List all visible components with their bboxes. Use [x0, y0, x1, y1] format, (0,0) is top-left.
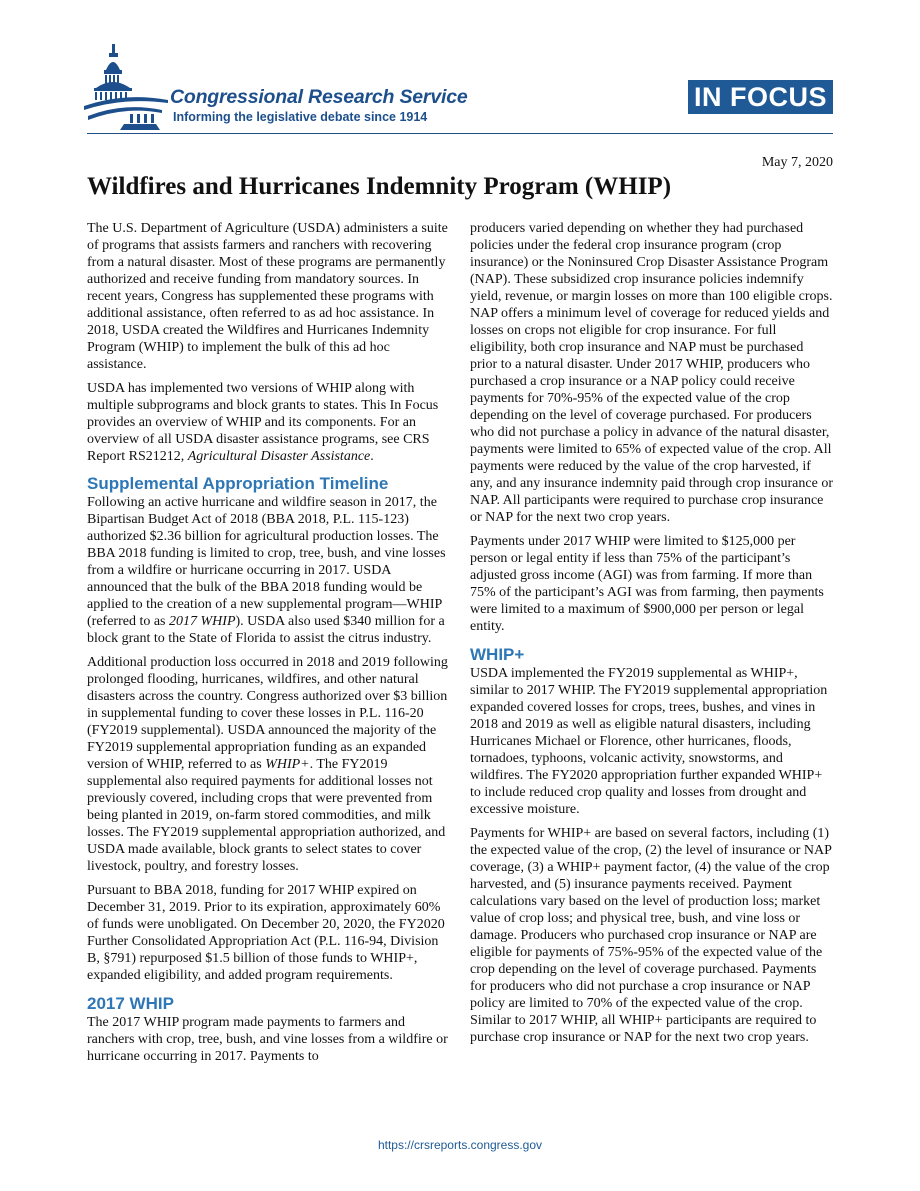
right-column [470, 220, 834, 1053]
paragraph: The U.S. Department of Agriculture (USDA) administers a suite of programs that assists farmers and ranchers with recovering from a natural disaster. Most of these programs are permanently authorized and receive funding from mandatory sources. In recent years, Congress has supplemented these programs with additional assistance, often referred to as ad hoc assistance. In 2018, USDA created the Wildfires and Hurricanes Indemnity Program (WHIP) to implement the bulk of this ad hoc assistance. [87, 221, 448, 372]
org-tagline: Informing the legislative debate since 1914 [173, 110, 428, 124]
paragraph: Following an active hurricane and wildfire season in 2017, the Bipartisan Budget Act of 2018 (BBA 2018, P.L. 115-123) authorized $2.36 billion for agricultural production losses. The BBA 2018 funding is limited to crop, tree, bush, and vine losses from a wildfire or hurricane occurring in 2017. USDA announced that the bulk of the BBA 2018 funding would be applied to the creation of a new supplemental program—WHIP (referred to as 2017 WHIP). USDA also used $340 million for a block grant to the State of Florida to assist the citrus industry. [87, 495, 446, 646]
footer-url-link[interactable]: https://crsreports.congress.gov [377, 1138, 543, 1152]
paragraph: Payments under 2017 WHIP were limited to $125,000 per person or legal entity if less than 75% of the participant’s adjusted gross income (AGI) was from farming. If more than 75% of the participant’s AGI was from farming, then payments were limited to a maximum of $900,000 per person or legal entity. [470, 534, 824, 634]
header-divider [87, 133, 833, 134]
section-heading-timeline: Supplemental Appropriation Timeline [87, 474, 389, 493]
in-focus-badge: IN FOCUS [688, 80, 833, 114]
report-header [0, 0, 920, 140]
paragraph: Additional production loss occurred in 2018 and 2019 following prolonged flooding, hurricanes, wildfires, and other natural disasters across the country. Congress authorized over $3 billion in supplemental funding to cover these losses in P.L. 116-20 (FY2019 supplemental). USDA announced the majority of the FY2019 supplemental appropriation funding as an expanded version of WHIP, referred to as WHIP+. The FY2019 supplemental also required payments for additional losses not previously covered, including crops that were prevented from being planted in 2019, on-farm stored commodities, and milk losses. The FY2019 supplemental appropriation authorized, and USDA made available, block grants to select states to cover livestock, poultry, and forestry losses. [87, 655, 448, 874]
paragraph: producers varied depending on whether they had purchased policies under the federal crop insurance program (crop insurance) or the Noninsured Crop Disaster Assistance Program (NAP). These subsidized crop insurance policies indemnify yield, revenue, or margin losses on more than 100 eligible crops. NAP offers a minimum level of coverage for reduced yields and losses on crops not eligible for crop insurance. For full eligibility, both crop insurance and NAP must be purchased prior to a natural disaster. Under 2017 WHIP, producers who purchased a crop insurance or a NAP policy could receive payments for 70%-95% of the expected value of the crop depending on the level of coverage purchased. For producers who did not purchase a policy in advance of the natural disaster, payments were limited to 65% of expected value of the crop. All payments were reduced by the value of the crop harvested, if any, and any insurance indemnity paid through crop insurance or NAP. All participants were required to purchase crop insurance or NAP for the next two crop years. [470, 221, 833, 525]
paragraph: The 2017 WHIP program made payments to farmers and ranchers with crop, tree, bush, and vine losses from a wildfire or hurricane occurring in 2017. Payments to [87, 1015, 448, 1064]
publication-date: May 7, 2020 [761, 155, 833, 170]
paragraph: USDA implemented the FY2019 supplemental as WHIP+, similar to 2017 WHIP. The FY2019 supplemental appropriation expanded covered losses for crops, trees, bushes, and vines in 2018 and 2019 as well as eligible natural disasters, including Hurricanes Michael or Florence, other hurricanes, floods, tornadoes, typhoons, volcanic activity, snowstorms, and wildfires. The FY2020 appropriation further expanded WHIP+ to include reduced crop quality and losses from drought and excessive moisture. [470, 666, 828, 817]
page-title: Wildfires and Hurricanes Indemnity Program (WHIP) [87, 173, 672, 200]
paragraph: Payments for WHIP+ are based on several factors, including (1) the expected value of the crop, (2) the level of insurance or NAP coverage, (3) a WHIP+ payment factor, (4) the value of the crop harvested, and (5) insurance payments received. Payment calculations vary based on the level of production loss; market value of crop loss; and physical tree, bush, and vine loss or damage. Producers who purchased crop insurance or NAP are eligible for payments of 75%-95% of the expected value of the crop depending on the level of coverage purchased. Payments for producers who did not purchase a crop insurance or NAP policy are limited to 70% of the expected value of the crop. Similar to 2017 WHIP, all WHIP+ participants are required to purchase crop insurance or NAP for the next two crop years. [470, 826, 832, 1045]
report-title: Agricultural Disaster Assistance [187, 449, 371, 464]
paragraph: Pursuant to BBA 2018, funding for 2017 WHIP expired on December 31, 2019. Prior to its expiration, approximately 60% of funds were unobligated. On December 20, 2020, the FY2020 Further Consolidated Appropriation Act (P.L. 116-94, Division B, §791) repurposed $1.5 billion of those funds to WHIP+, expanded eligibility, and added program requirements. [87, 883, 445, 983]
org-name: Congressional Research Service [170, 86, 468, 108]
paragraph: USDA has implemented two versions of WHIP along with multiple subprograms and block grants to states. This In Focus provides an overview of WHIP and its components. For an overview of all USDA disaster assistance programs, see CRS Report RS21212, Agricultural Disaster Assistance. [87, 381, 439, 464]
section-heading-2017-whip: 2017 WHIP [87, 994, 174, 1013]
section-heading-whip-plus: WHIP+ [470, 645, 525, 664]
left-column [87, 220, 449, 1072]
capitol-dome-icon [84, 40, 168, 134]
